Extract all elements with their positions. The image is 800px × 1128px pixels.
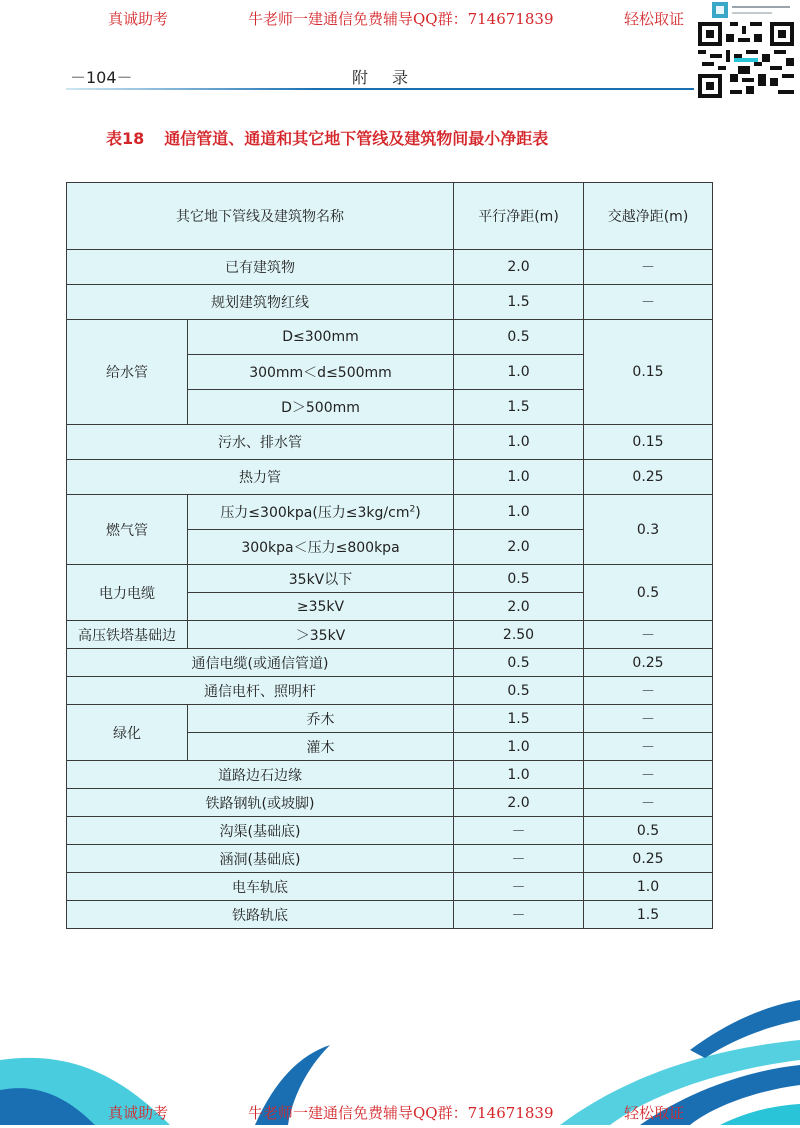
row-name: 涵洞(基础底)	[67, 845, 454, 873]
parallel-value: －	[454, 845, 584, 873]
table-row	[67, 250, 713, 285]
parallel-value: 1.5	[454, 390, 584, 425]
banner-qq-group: 牛老师一建通信免费辅导QQ群：714671839	[248, 10, 554, 28]
row-name	[188, 495, 454, 530]
group-name: 给水管	[67, 320, 188, 425]
parallel-value: －	[454, 873, 584, 901]
watermark-logo-icon	[712, 0, 794, 22]
table-header-row	[67, 183, 713, 250]
top-banner	[0, 0, 800, 34]
column-header-name: 其它地下管线及建筑物名称	[67, 183, 454, 250]
clearance-table	[66, 182, 713, 929]
table-caption: 通信管道、通道和其它地下管线及建筑物间最小净距表	[164, 129, 549, 148]
row-name: D≤300mm	[188, 320, 454, 355]
table-row	[67, 901, 713, 929]
row-name: D＞500mm	[188, 390, 454, 425]
row-name: 300kpa＜压力≤800kpa	[188, 530, 454, 565]
table-row	[67, 873, 713, 901]
table-row	[67, 677, 713, 705]
row-name: 沟渠(基础底)	[67, 817, 454, 845]
parallel-value: 2.50	[454, 621, 584, 649]
table-row	[67, 705, 713, 733]
crossing-value: －	[584, 621, 713, 649]
parallel-value: 2.0	[454, 593, 584, 621]
table-row	[67, 460, 713, 495]
crossing-value: 1.5	[584, 901, 713, 929]
table-row	[67, 789, 713, 817]
page-number: －104－	[70, 68, 133, 87]
crossing-value: 0.5	[584, 565, 713, 621]
table-row	[67, 761, 713, 789]
table-row	[67, 565, 713, 593]
parallel-value: 1.0	[454, 495, 584, 530]
unit-superscript: 2	[409, 504, 416, 515]
crossing-value: －	[584, 761, 713, 789]
crossing-value: 1.0	[584, 873, 713, 901]
group-name: 电力电缆	[67, 565, 188, 621]
row-name: 铁路钢轨(或坡脚)	[67, 789, 454, 817]
row-name: 300mm＜d≤500mm	[188, 355, 454, 390]
section-title: 附录	[352, 68, 433, 87]
row-name: ＞35kV	[188, 621, 454, 649]
group-name: 高压铁塔基础边	[67, 621, 188, 649]
table-row	[67, 621, 713, 649]
table-row	[67, 425, 713, 460]
crossing-value: －	[584, 250, 713, 285]
row-name: 已有建筑物	[67, 250, 454, 285]
row-name: 热力管	[67, 460, 454, 495]
parallel-value: 1.5	[454, 705, 584, 733]
row-name: 通信电缆(或通信管道)	[67, 649, 454, 677]
table-row	[67, 845, 713, 873]
header-rule	[66, 88, 694, 90]
crossing-value: 0.5	[584, 817, 713, 845]
row-name: 道路边石边缘	[67, 761, 454, 789]
row-name: 通信电杆、照明杆	[67, 677, 454, 705]
column-header-parallel: 平行净距(m)	[454, 183, 584, 250]
banner-slogan-left: 真诚助考	[108, 10, 169, 28]
parallel-value: －	[454, 817, 584, 845]
table-row	[67, 649, 713, 677]
parallel-value: 2.0	[454, 250, 584, 285]
banner-slogan-right: 轻松取证	[624, 1104, 685, 1122]
row-name-tail: )	[415, 505, 421, 521]
row-name: 污水、排水管	[67, 425, 454, 460]
banner-slogan-left: 真诚助考	[108, 1104, 169, 1122]
row-name: ≥35kV	[188, 593, 454, 621]
parallel-value: 0.5	[454, 565, 584, 593]
table-row	[67, 817, 713, 845]
parallel-value: 1.0	[454, 460, 584, 495]
table-title	[106, 126, 548, 149]
crossing-value: 0.15	[584, 425, 713, 460]
banner-qq-group: 牛老师一建通信免费辅导QQ群：714671839	[248, 1104, 554, 1122]
parallel-value: 1.5	[454, 285, 584, 320]
crossing-value: 0.15	[584, 320, 713, 425]
banner-slogan-right: 轻松取证	[624, 10, 685, 28]
crossing-value: 0.25	[584, 845, 713, 873]
row-name: 规划建筑物红线	[67, 285, 454, 320]
table-row	[67, 320, 713, 355]
page-header	[66, 60, 694, 90]
row-name: 铁路轨底	[67, 901, 454, 929]
bottom-banner	[0, 1094, 800, 1128]
crossing-value: －	[584, 789, 713, 817]
parallel-value: －	[454, 901, 584, 929]
group-name: 燃气管	[67, 495, 188, 565]
parallel-value: 1.0	[454, 733, 584, 761]
crossing-value: 0.3	[584, 495, 713, 565]
crossing-value: －	[584, 285, 713, 320]
row-name: 乔木	[188, 705, 454, 733]
crossing-value: －	[584, 733, 713, 761]
row-name: 灌木	[188, 733, 454, 761]
parallel-value: 0.5	[454, 320, 584, 355]
table-row	[67, 285, 713, 320]
parallel-value: 1.0	[454, 355, 584, 390]
row-name-text: 压力≤300kpa(压力≤3kg/cm	[220, 505, 410, 521]
parallel-value: 2.0	[454, 789, 584, 817]
row-name: 35kV以下	[188, 565, 454, 593]
row-name: 电车轨底	[67, 873, 454, 901]
parallel-value: 0.5	[454, 649, 584, 677]
group-name: 绿化	[67, 705, 188, 761]
parallel-value: 1.0	[454, 425, 584, 460]
table-row	[67, 495, 713, 530]
parallel-value: 0.5	[454, 677, 584, 705]
crossing-value: －	[584, 705, 713, 733]
crossing-value: 0.25	[584, 460, 713, 495]
crossing-value: －	[584, 677, 713, 705]
parallel-value: 1.0	[454, 761, 584, 789]
crossing-value: 0.25	[584, 649, 713, 677]
column-header-crossing: 交越净距(m)	[584, 183, 713, 250]
parallel-value: 2.0	[454, 530, 584, 565]
qr-code-icon	[698, 22, 794, 98]
table-number: 表18	[106, 129, 145, 148]
